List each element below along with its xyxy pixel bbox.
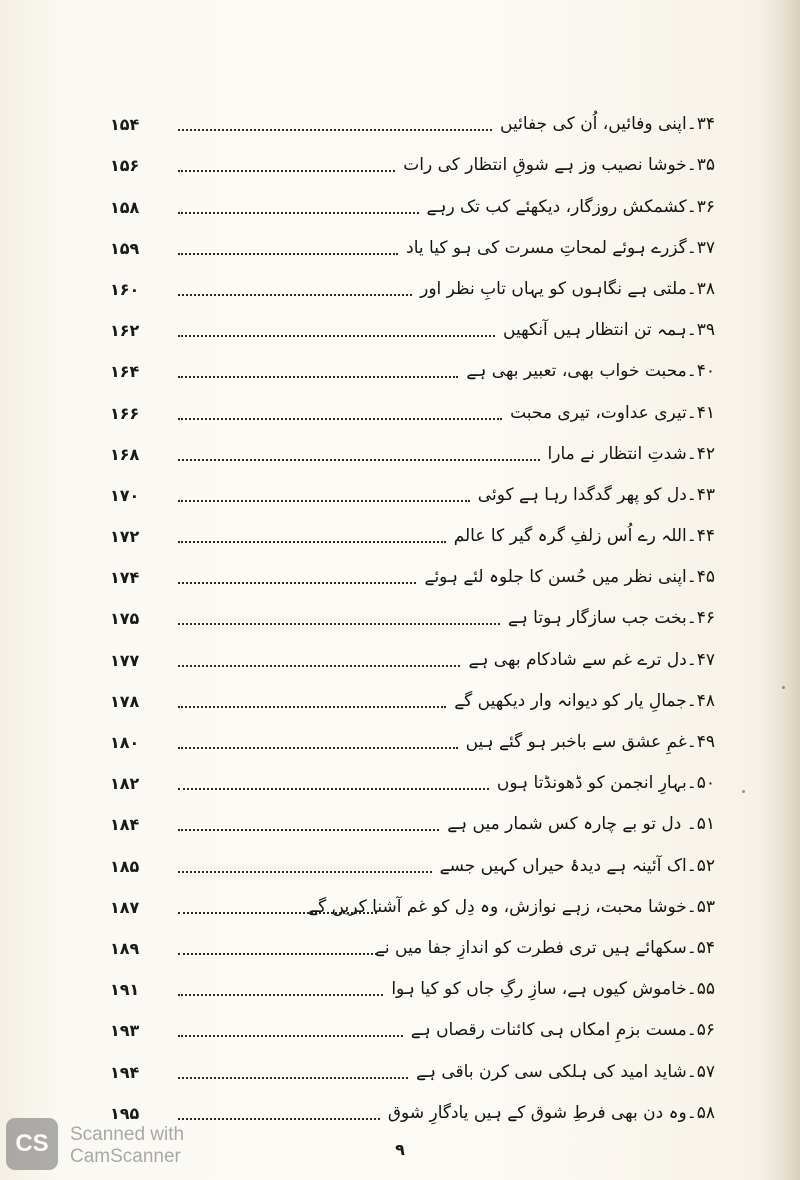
toc-title: ۵۳۔خوشا محبت، زہے نوازش، وہ دِل کو غم آشنا کریں گے (308, 896, 715, 917)
dot-leader (178, 539, 446, 543)
toc-page-number: ۱۸۲ (110, 774, 140, 794)
toc-entry (110, 383, 715, 424)
toc-page-number: ۱۸۴ (110, 815, 140, 835)
dot-leader (178, 1033, 403, 1037)
toc-page-number: ۱۸۰ (110, 733, 140, 752)
toc-title: ۵۴۔سکھائے ہیں تری فطرت کو اندازِ جفا میں نے (374, 937, 715, 958)
toc-entry (110, 507, 715, 548)
toc-entry (110, 1084, 715, 1125)
page-number: ۹ (395, 1140, 405, 1159)
toc-title: ۵۱۔ دل تو بے چارہ کس شمار میں ہے (447, 814, 715, 835)
toc-page-number: ۱۷۴ (110, 568, 140, 588)
dot-leader (178, 580, 416, 584)
toc-entry (110, 425, 715, 466)
toc-page-number: ۱۶۶ (110, 403, 140, 423)
toc-entry (110, 878, 715, 919)
toc-page-number: ۱۸۹ (110, 938, 140, 958)
toc-title: ۴۳۔دل کو پھر گدگدا رہا ہے کوئی (477, 484, 715, 505)
dot-leader (178, 992, 383, 996)
toc-title: ۴۵۔اپنی نظر میں حُسن کا جلوہ لئے ہوئے (424, 567, 715, 588)
toc-entry (110, 672, 715, 713)
toc-title: ۵۷۔شاید امید کی ہلکی سی کرن باقی ہے (416, 1061, 715, 1082)
toc-title: ۳۹۔ہمہ تن انتظار ہیں آنکھیں (503, 320, 715, 341)
toc-entry (110, 136, 715, 177)
dot-leader (178, 663, 460, 667)
dot-leader (178, 333, 495, 337)
toc-title: ۴۴۔اللہ رے اُس زلفِ گرہ گیر کا عالم (453, 526, 715, 547)
toc-page-number: ۱۷۰ (110, 485, 140, 505)
toc-title: ۴۲۔شدتِ انتظار نے مارا (547, 443, 715, 464)
toc-page-number: ۱۹۱ (110, 980, 140, 1000)
toc-title: ۴۸۔جمالِ یار کو دیوانہ وار دیکھیں گے (454, 690, 715, 711)
dot-leader (178, 745, 458, 749)
dot-leader (178, 786, 489, 790)
toc-page-number: ۱۵۸ (110, 197, 140, 217)
toc-entry (110, 1001, 715, 1042)
toc-entry (110, 466, 715, 507)
toc-title: ۵۲۔اک آئینہ ہے دیدۂ حیراں کہیں جسے (439, 855, 715, 876)
toc-entry (110, 342, 715, 383)
toc-title: ۳۷۔گزرے ہوئے لمحاتِ مسرت کی ہو کیا یاد (406, 237, 715, 258)
dot-leader (178, 869, 432, 873)
toc-title: ۵۸۔وہ دن بھی فرطِ شوق کے ہیں یادگارِ شوق (387, 1102, 715, 1123)
toc-page-number: ۱۷۷ (110, 650, 140, 670)
toc-entry (110, 301, 715, 342)
toc-title: ۴۱۔تیری عداوت، تیری محبت (510, 402, 715, 423)
toc-title: ۵۵۔خاموش کیوں ہے، سازِ رگِ جاں کو کیا ہوا (391, 979, 715, 1000)
toc-entry (110, 1042, 715, 1083)
toc-entry (110, 960, 715, 1001)
toc-entry (110, 754, 715, 795)
dot-leader (178, 416, 502, 420)
toc-page-number: ۱۷۸ (110, 691, 140, 711)
toc-entry (110, 713, 715, 754)
toc-title: ۴۷۔دل ترے غم سے شادکام بھی ہے (468, 649, 715, 670)
dot-leader (178, 1116, 380, 1120)
toc-entry (110, 795, 715, 836)
toc-page-number: ۱۵۶ (110, 156, 140, 176)
toc-page-number: ۱۵۴ (110, 115, 140, 135)
dot-leader (178, 621, 500, 625)
dot-leader (178, 498, 470, 502)
toc-title: ۳۵۔خوشا نصیب وز ہے شوقِ انتظار کی رات (403, 155, 715, 176)
toc-page-number: ۱۸۷ (110, 897, 140, 917)
dot-leader (178, 127, 492, 131)
toc-entry (110, 219, 715, 260)
paper-speck (782, 686, 785, 689)
toc-title: ۴۹۔غمِ عشق سے باخبر ہو گئے ہیں (465, 732, 715, 752)
watermark-line-1: Scanned with (70, 1124, 185, 1145)
toc-title: ۵۶۔مست بزمِ امکاں ہی کائنات رقصاں ہے (410, 1020, 715, 1041)
toc-title: ۵۰۔بہارِ انجمن کو ڈھونڈتا ہوں (496, 773, 715, 794)
dot-leader (178, 210, 419, 214)
camscanner-watermark (70, 1124, 184, 1168)
dot-leader (178, 292, 412, 296)
toc-title: ۳۸۔ملتی ہے نگاہوں کو یہاں تابِ نظر اور (420, 278, 715, 299)
toc-entry (110, 836, 715, 877)
toc-page-number: ۱۸۵ (110, 856, 140, 876)
toc-page-number: ۱۶۰ (110, 279, 140, 299)
toc-page-number: ۱۷۲ (110, 527, 140, 547)
table-of-contents (110, 95, 715, 1125)
dot-leader (178, 951, 377, 955)
toc-entry (110, 177, 715, 218)
watermark-line-2: CamScanner (70, 1146, 181, 1167)
dot-leader (178, 251, 398, 255)
toc-entry (110, 95, 715, 136)
dot-leader (178, 1075, 408, 1079)
dot-leader (178, 704, 446, 708)
camscanner-logo-icon: CS (6, 1118, 58, 1170)
book-spine-shadow (758, 0, 800, 1180)
toc-entry (110, 919, 715, 960)
dot-leader (178, 457, 540, 461)
toc-title: ۴۶۔بخت جب سازگار ہوتا ہے (507, 608, 715, 629)
toc-title: ۳۴۔اپنی وفائیں، اُن کی جفائیں (500, 114, 715, 135)
dot-leader (178, 374, 458, 378)
toc-entry (110, 260, 715, 301)
toc-page-number: ۱۹۵ (110, 1103, 140, 1123)
dot-leader (178, 827, 439, 831)
toc-title: ۴۰۔محبت خواب بھی، تعبیر بھی ہے (466, 361, 715, 382)
paper-speck (742, 790, 745, 793)
dot-leader (178, 168, 395, 172)
toc-page-number: ۱۹۳ (110, 1021, 140, 1041)
toc-page-number: ۱۷۵ (110, 609, 140, 629)
toc-entry (110, 589, 715, 630)
toc-page-number: ۱۵۹ (110, 238, 140, 258)
toc-entry (110, 548, 715, 589)
toc-page-number: ۱۶۴ (110, 362, 140, 382)
toc-page-number: ۱۶۸ (110, 444, 140, 464)
toc-title: ۳۶۔کشمکش روزگار، دیکھئے کب تک رہے (426, 196, 715, 217)
toc-page-number: ۱۶۲ (110, 321, 140, 341)
toc-entry (110, 630, 715, 671)
toc-page-number: ۱۹۴ (110, 1062, 140, 1082)
